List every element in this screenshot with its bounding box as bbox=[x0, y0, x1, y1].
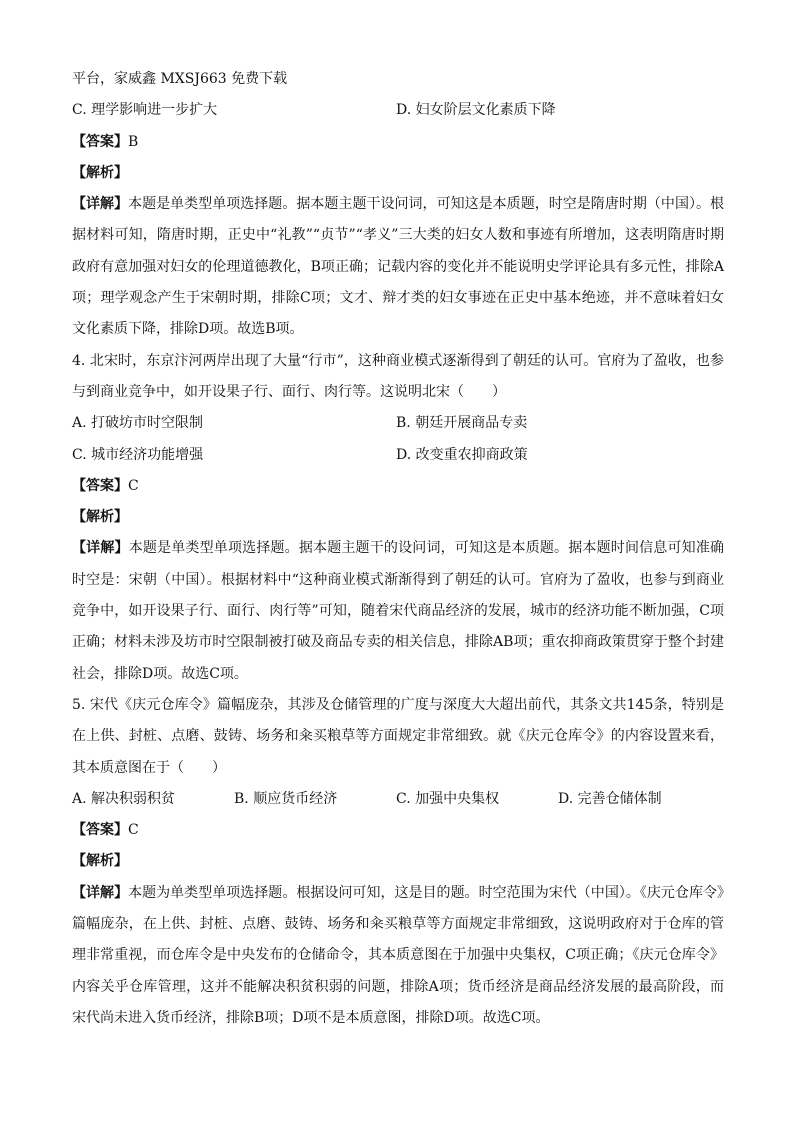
q5-option-b: B. 顺应货币经济 bbox=[234, 790, 338, 807]
q4-answer bbox=[72, 471, 724, 502]
answer-value: C bbox=[128, 477, 139, 494]
q3-analysis-tag: 【解析】 bbox=[72, 164, 128, 181]
q4-options-row-1 bbox=[72, 408, 724, 439]
answer-value: C bbox=[128, 822, 139, 839]
detail-text: 本题是单类型单项选择题。据本题主题干的设问词，可知这是本质题。据本题时间信息可知准确时空是：宋朝（中国）。根据材料中“这种商业模式渐渐得到了朝廷的认可。官府为了盈收，也参与到商业竞争中，如开设果子行、面行、肉行等”可知，随着宋代商品经济的发展，城市的经济功能不断加强，C项正确；材料未涉及坊市时空限制被打破及商品专卖的相关信息，排除AB项；重农抑商政策贯穿于整个封建社会，排除D项。故选C项。 bbox=[72, 540, 725, 682]
q4-detail bbox=[72, 533, 724, 689]
answer-tag: 【答案】 bbox=[72, 477, 128, 494]
detail-tag: 【详解】 bbox=[72, 196, 129, 213]
q5-stem: 5. 宋代《庆元仓库令》篇幅庞杂，其涉及仓储管理的广度与深度大大超出前代，其条文共145条，特别是在上供、封桩、点磨、鼓铸、场务和籴买粮草等方面规定非常细致。就《庆元仓库令》的内容设置来看，其本质意图在于（ ） bbox=[72, 696, 724, 776]
q4-option-a: A. 打破坊市时空限制 bbox=[72, 415, 204, 432]
q5-option-a: A. 解决积弱积贫 bbox=[72, 790, 176, 807]
q5-option-d: D. 完善仓储体制 bbox=[558, 790, 662, 807]
q4-option-b: B. 朝廷开展商品专卖 bbox=[396, 415, 528, 432]
q4-options-row-2 bbox=[72, 440, 724, 471]
answer-value: B bbox=[128, 133, 139, 150]
answer-tag: 【答案】 bbox=[72, 133, 128, 150]
q5-options-row bbox=[72, 784, 724, 815]
q3-option-c: C. 理学影响进一步扩大 bbox=[72, 102, 218, 119]
detail-tag: 【详解】 bbox=[72, 540, 129, 557]
q5-detail bbox=[72, 878, 724, 1034]
q5-analysis-tag: 【解析】 bbox=[72, 853, 128, 870]
q4-analysis-tag: 【解析】 bbox=[72, 509, 128, 526]
q3-detail bbox=[72, 189, 724, 345]
q3-options-row bbox=[72, 95, 724, 126]
q3-answer bbox=[72, 127, 724, 158]
q4-option-c: C. 城市经济功能增强 bbox=[72, 446, 204, 463]
answer-tag: 【答案】 bbox=[72, 822, 128, 839]
q5-option-c: C. 加强中央集权 bbox=[396, 790, 500, 807]
q5-answer bbox=[72, 815, 724, 846]
detail-tag: 【详解】 bbox=[72, 884, 129, 901]
q4-option-d: D. 改变重农抑商政策 bbox=[396, 446, 528, 463]
page-content bbox=[72, 64, 724, 1034]
header-line: 平台，家威鑫 MXSJ663 免费下载 bbox=[72, 71, 288, 87]
q4-stem: 4. 北宋时，东京汴河两岸出现了大量“行市”，这种商业模式逐渐得到了朝廷的认可。官府为了盈收，也参与到商业竞争中，如开设果子行、面行、肉行等。这说明北宋（ ） bbox=[72, 352, 724, 400]
q3-option-d: D. 妇女阶层文化素质下降 bbox=[396, 102, 556, 119]
detail-text: 本题为单类型单项选择题。根据设问可知，这是目的题。时空范围为宋代（中国）。《庆元仓库令》篇幅庞杂，在上供、封桩、点磨、鼓铸、场务和籴买粮草等方面规定非常细致，这说明政府对于仓库的管理非常重视，而仓库令是中央发布的仓储命令，其本质意图在于加强中央集权，C项正确；《庆元仓库令》内容关乎仓库管理，这并不能解决积贫积弱的问题，排除A项；货币经济是商品经济发展的最高阶段，而宋代尚未进入货币经济，排除B项；D项不是本质意图，排除D项。故选C项。 bbox=[72, 884, 725, 1026]
detail-text: 本题是单类型单项选择题。据本题主题干设问词，可知这是本质题，时空是隋唐时期（中国）。根据材料可知，隋唐时期，正史中“礼教”“贞节”“孝义”三大类的妇女人数和事迹有所增加，这表明隋唐时期政府有意加强对妇女的伦理道德教化，B项正确；记载内容的变化并不能说明史学评论具有多元性，排除A项；理学观念产生于宋朝时期，排除C项；文才、辩才类的妇女事迹在正史中基本绝迹，并不意味着妇女文化素质下降，排除D项。故选B项。 bbox=[72, 196, 725, 338]
